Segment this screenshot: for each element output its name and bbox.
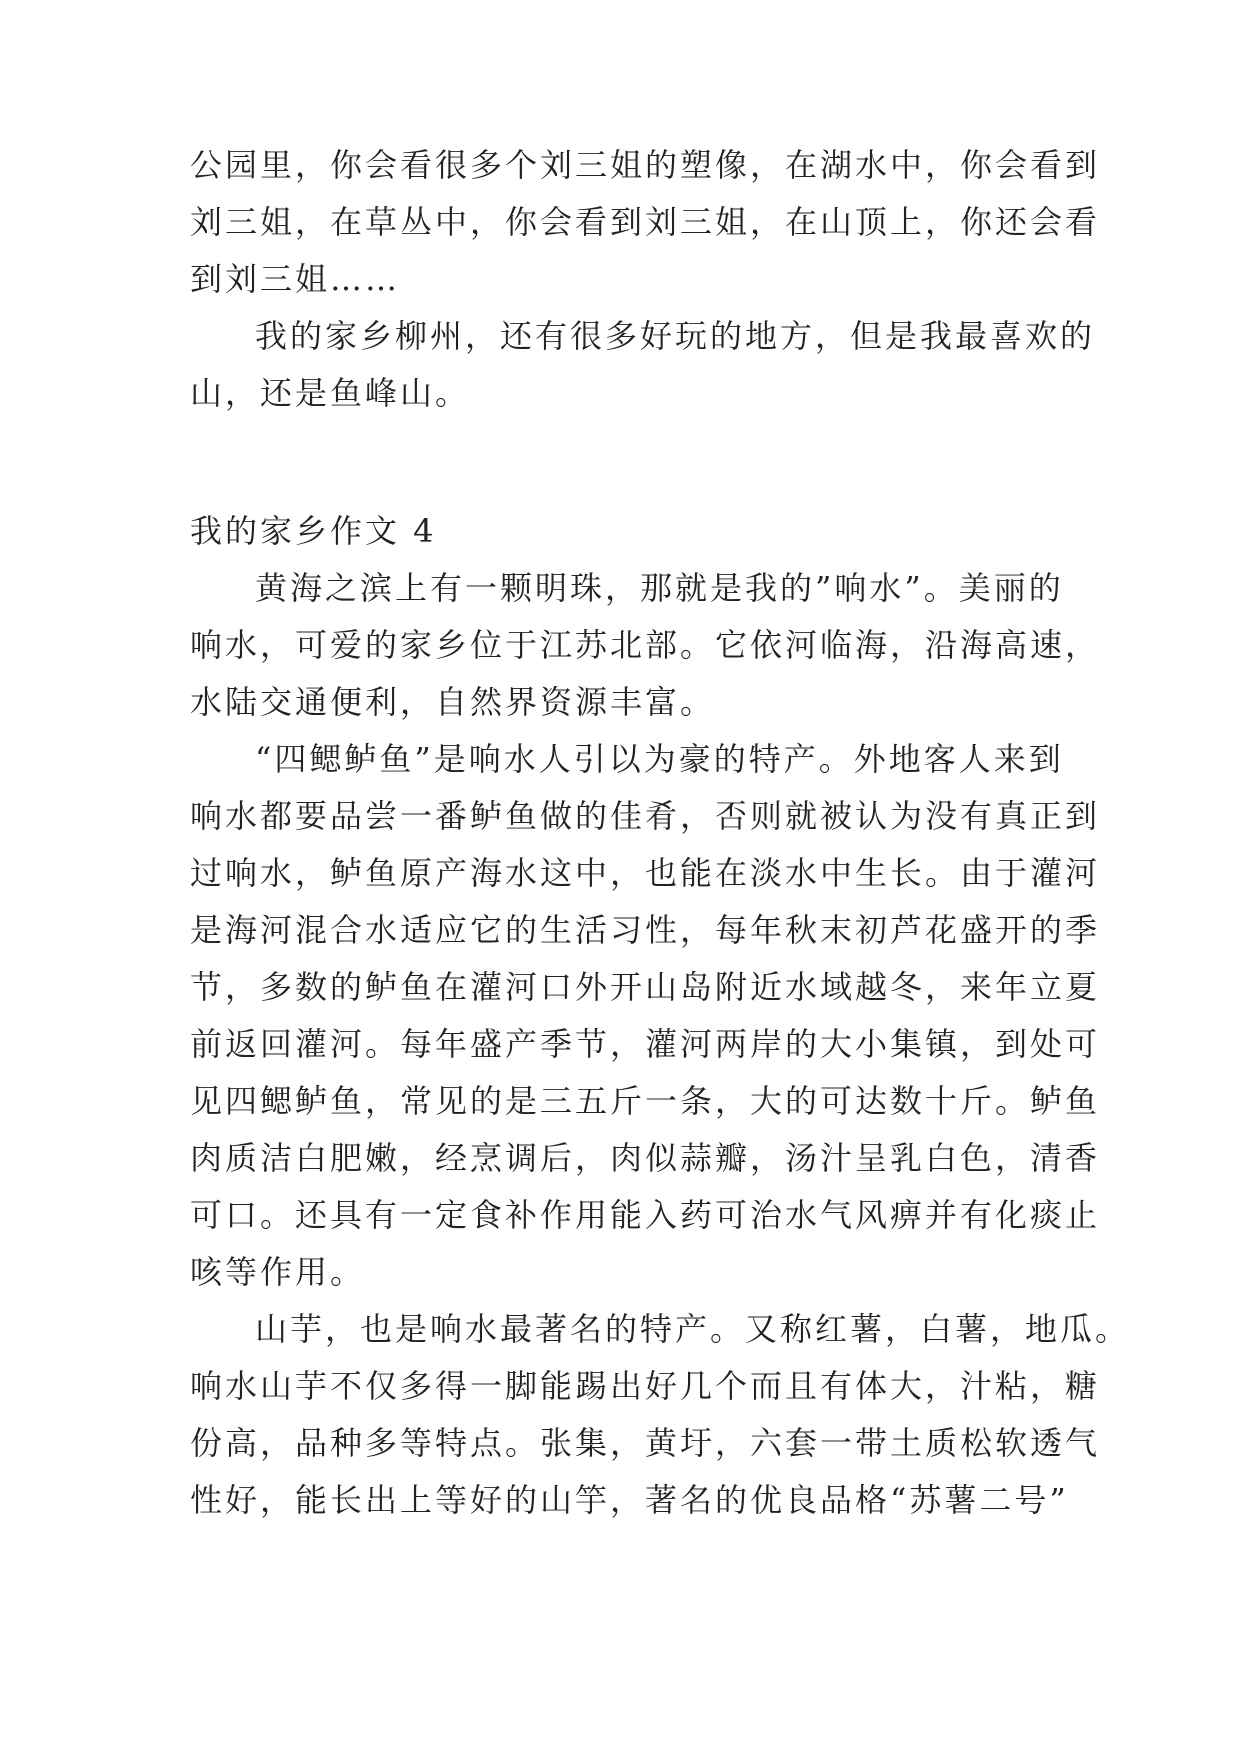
paragraph-line: 黄海之滨上有一颗明珠，那就是我的”响水”。美丽的	[255, 569, 1064, 607]
paragraph-line: 响水都要品尝一番鲈鱼做的佳肴，否则就被认为没有真正到	[190, 797, 1101, 835]
paragraph-line: 响水，可爱的家乡位于江苏北部。它依河临海，沿海高速，	[190, 626, 1101, 664]
essay-title: 我的家乡作文 4	[190, 512, 437, 550]
paragraph-line: 山，还是鱼峰山。	[190, 374, 471, 412]
paragraph-line: 性好，能长出上等好的山竽，著名的优良品格“苏薯二号”	[190, 1481, 1069, 1519]
paragraph-line: 公园里，你会看很多个刘三姐的塑像，在湖水中，你会看到	[190, 146, 1101, 184]
paragraph-line: 肉质洁白肥嫩，经烹调后，肉似蒜瓣，汤汁呈乳白色，清香	[190, 1139, 1101, 1177]
paragraph-line: 咳等作用。	[190, 1253, 366, 1291]
paragraph-line: 见四鳃鲈鱼，常见的是三五斤一条，大的可达数十斤。鲈鱼	[190, 1082, 1101, 1120]
paragraph-line: 过响水，鲈鱼原产海水这中，也能在淡水中生长。由于灌河	[190, 854, 1101, 892]
paragraph-line: 水陆交通便利，自然界资源丰富。	[190, 683, 716, 721]
paragraph-line: 前返回灌河。每年盛产季节，灌河两岸的大小集镇，到处可	[190, 1025, 1101, 1063]
paragraph-line: 可口。还具有一定食补作用能入药可治水气风痹并有化痰止	[190, 1196, 1101, 1234]
paragraph-line: 山芋，也是响水最著名的特产。又称红薯，白薯，地瓜。	[255, 1310, 1131, 1348]
paragraph-line: 响水山芋不仅多得一脚能踢出好几个而且有体大，汁粘，糖	[190, 1367, 1101, 1405]
paragraph-line: 是海河混合水适应它的生活习性，每年秋末初芦花盛开的季	[190, 911, 1101, 949]
paragraph-line: “四鳃鲈鱼”是响水人引以为豪的特产。外地客人来到	[255, 740, 1064, 778]
paragraph-line: 刘三姐，在草丛中，你会看到刘三姐，在山顶上，你还会看	[190, 203, 1101, 241]
paragraph-line: 到刘三姐……	[190, 260, 401, 298]
paragraph-line: 份高，品种多等特点。张集，黄圩，六套一带土质松软透气	[190, 1424, 1101, 1462]
paragraph-line: 我的家乡柳州，还有很多好玩的地方，但是我最喜欢的	[255, 317, 1096, 355]
paragraph-line: 节，多数的鲈鱼在灌河口外开山岛附近水域越冬，来年立夏	[190, 968, 1101, 1006]
